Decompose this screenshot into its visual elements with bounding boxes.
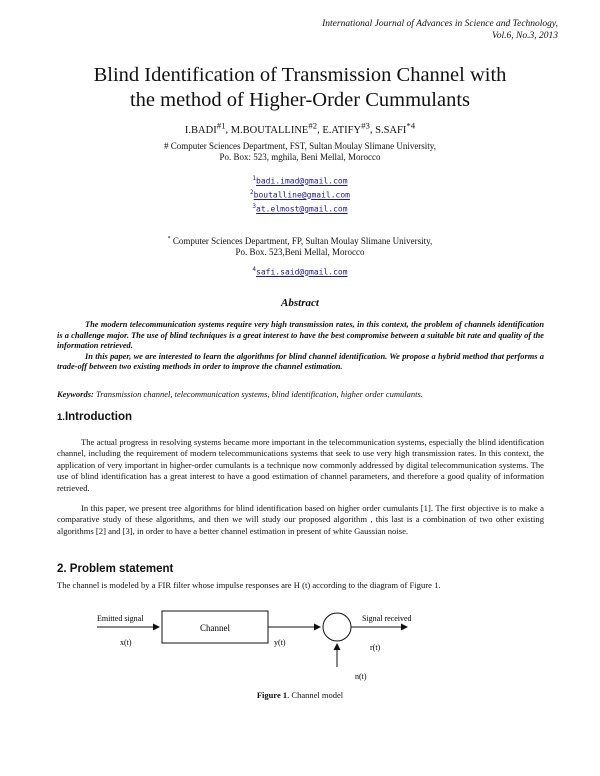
journal-volume: Vol.6, No.3, 2013 <box>492 30 558 41</box>
author: E.ATIFY$^{\#3}$ <box>322 120 370 136</box>
body-paragraph: In this paper, we present tree algorithms for blind identification based on higher order cumulants [1]. The first objective is to make a comparative study of these algorithms, and then we will study our proposed algorithm , this last is a combination of two other existing algorithms [2] and [3], in order to have a better channel estimation in present of white Gaussian noise. <box>57 503 544 536</box>
abstract-paragraph: In this paper, we are interested to learn the algorithms for blind channel identification. We propose a hybrid method that performs a trade-off between two existing methods in order to improve the channel estimation. <box>57 351 544 372</box>
body-paragraph: The actual progress in resolving systems became more important in the telecommunication systems, especially the blind identification channel, including the requirement of modern telecommunications systems that seek to use very high transmission rates. In this context, the application of very important in higher-order cumulants is a technique now commonly addressed by digital telecommunication systems. The use of blind identification has a great interest to have a good estimation of channel parameters, and therefore a good quality of information retrieved. <box>57 437 544 493</box>
emitted-signal-label: Emitted signal <box>97 614 144 623</box>
y-label: y(t) <box>274 638 286 647</box>
figure-caption: Figure 1. Channel model <box>256 690 344 700</box>
channel-label: Channel <box>200 623 230 633</box>
author-list: I.BADI$^{\#1}$, M.BOUTALLINE$^{\#2}$, E.ATIFY$^{\#3}$, S.SAFI$^{*4}$ <box>184 120 416 136</box>
summation-node <box>323 613 351 641</box>
section-heading-introduction: 1.Introduction <box>57 411 133 423</box>
author: S.SAFI$^{*4}$ <box>375 120 416 136</box>
affiliation-1: # Computer Sciences Department, FST, Sultan Moulay Slimane University, Po. Box: 523, mghila, Beni Mellal, Morocco <box>164 141 436 162</box>
n-label: n(t) <box>355 672 367 681</box>
email-4[interactable]: $^4$safi.said@gmail.com <box>252 266 348 277</box>
signal-received-label: Signal received <box>362 614 412 623</box>
affiliation-2: * Computer Sciences Department, FP, Sultan Moulay Slimane University, Po. Box. 523,Beni Mellal, Morocco <box>167 236 433 257</box>
keywords-text: Transmission channel, telecommunication systems, blind identification, higher order cumulants. <box>93 389 423 399</box>
email-1[interactable]: $^1$badi.imad@gmail.com <box>252 175 348 186</box>
title-line-2: the method of Higher-Order Cummulants <box>129 89 471 111</box>
keywords-label: Keywords: <box>57 389 94 399</box>
abstract-heading: Abstract <box>281 297 319 309</box>
email-2[interactable]: $^2$boutalline@gmail.com <box>250 189 350 200</box>
abstract-paragraph: The modern telecommunication systems require very high transmission rates, in this context, the problem of channels identification is a challenge major. The use of blind techniques is a great interest to have the best compromise between a suitable bit rate and quality of the information retrieved. <box>57 320 544 351</box>
email-3[interactable]: $^3$at.elmost@gmail.com <box>252 203 348 214</box>
title-line-1: Blind Identification of Transmission Channel with <box>93 64 507 86</box>
section-heading-problem-statement: 2. Problem statement <box>57 563 174 575</box>
r-label: r(t) <box>370 643 381 652</box>
author: I.BADI$^{\#1}$ <box>184 120 226 136</box>
journal-name: International Journal of Advances in Science and Technology, <box>322 19 558 29</box>
body-paragraph: The channel is modeled by a FIR filter whose impulse responses are H (t) according to the diagram of Figure 1. <box>57 580 441 590</box>
author: M.BOUTALLINE$^{\#2}$ <box>230 120 318 136</box>
x-label: x(t) <box>120 638 132 647</box>
